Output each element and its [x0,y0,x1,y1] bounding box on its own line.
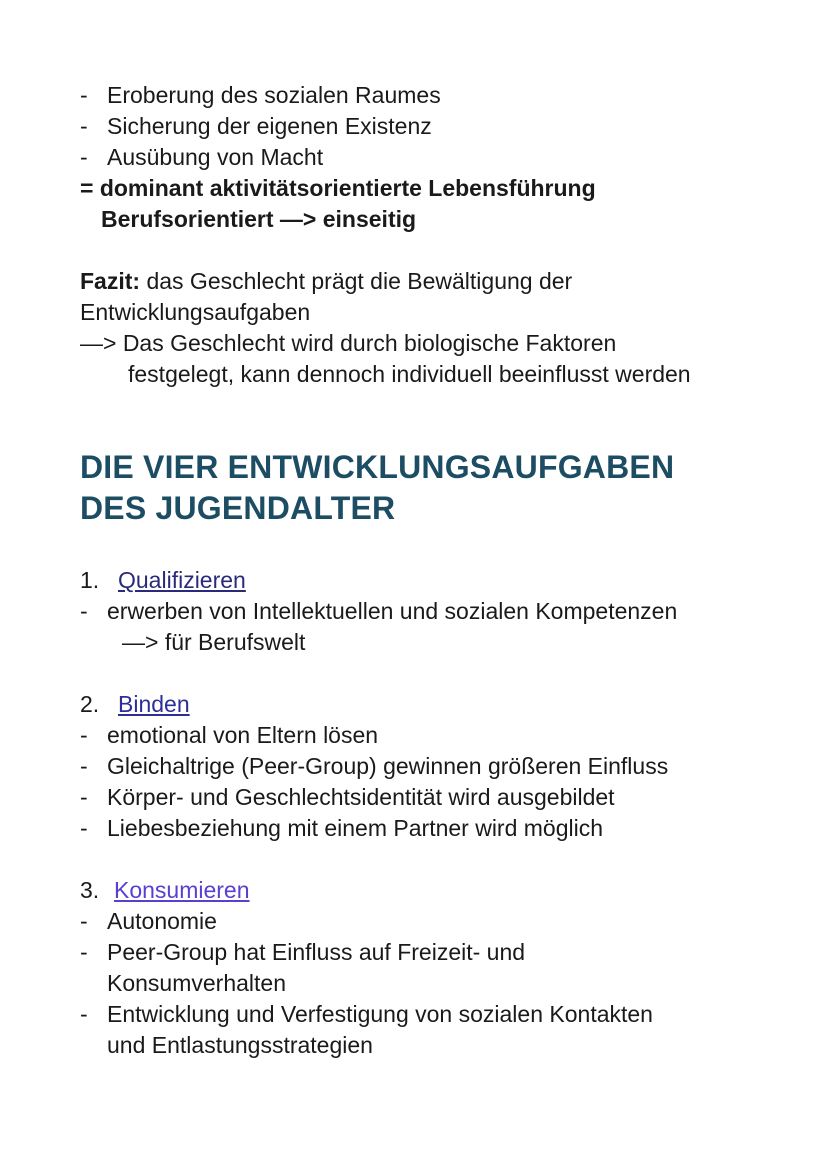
task-qualifizieren [80,565,800,658]
result-line: = dominant aktivitätsorientierte Lebensführung [80,175,596,201]
list-item-text: Gleichaltrige (Peer-Group) gewinnen größeren Einfluss [107,753,669,779]
bullet-dash: - [80,113,88,139]
list-item [80,999,800,1030]
task-title-line [80,875,800,906]
document-page [80,80,800,1061]
list-item-text: emotional von Eltern lösen [107,722,379,748]
list-item-text: Ausübung von Macht [107,144,324,170]
list-item [80,937,800,968]
list-item-text: Eroberung des sozialen Raumes [107,82,441,108]
task-title-line [80,689,800,720]
task-number: 1. [80,567,100,593]
list-item [80,751,800,782]
task-number: 2. [80,691,100,717]
list-item-text: Autonomie [107,908,217,934]
list-item [80,596,800,627]
bullet-dash: - [80,753,88,779]
bullet-dash: - [80,1001,88,1027]
list-item [80,142,800,173]
task-link-qualifizieren[interactable]: Qualifizieren [118,567,246,593]
bullet-dash: - [80,784,88,810]
fazit-label: Fazit: [80,268,141,294]
section-heading: DES JUGENDALTER [80,490,396,526]
list-item-continuation: Konsumverhalten [107,970,286,996]
task-title-line [80,565,800,596]
list-item-text: erwerben von Intellektuellen und sozialen Kompetenzen [107,598,678,624]
section-heading: DIE VIER ENTWICKLUNGSAUFGABEN [80,449,675,485]
fazit-line: Entwicklungsaufgaben [80,299,311,325]
traits-list [80,80,800,235]
list-item [80,906,800,937]
bullet-dash: - [80,82,88,108]
list-item [80,80,800,111]
list-item-text: Sicherung der eigenen Existenz [107,113,432,139]
arrow-line: festgelegt, kann dennoch individuell beeinflusst werden [128,361,691,387]
task-binden [80,689,800,844]
result-line: Berufsorientiert —> einseitig [101,206,417,232]
list-item-text: Entwicklung und Verfestigung von sozialen Kontakten [107,1001,653,1027]
list-item [80,782,800,813]
bullet-dash: - [80,598,88,624]
bullet-dash: - [80,908,88,934]
fazit-line [80,266,800,297]
sub-line: —> für Berufswelt [122,629,306,655]
bullet-dash: - [80,815,88,841]
list-item-text: Liebesbeziehung mit einem Partner wird möglich [107,815,604,841]
list-item [80,111,800,142]
arrow-line: —> Das Geschlecht wird durch biologische Faktoren [80,330,617,356]
fazit-text: das Geschlecht prägt die Bewältigung der [140,268,573,294]
bullet-dash: - [80,144,88,170]
task-link-binden[interactable]: Binden [118,691,190,717]
task-number: 3. [80,877,100,903]
list-item [80,813,800,844]
list-item-text: Peer-Group hat Einfluss auf Freizeit- und [107,939,526,965]
task-konsumieren [80,875,800,1061]
bullet-dash: - [80,939,88,965]
bullet-dash: - [80,722,88,748]
list-item [80,720,800,751]
list-item-continuation: und Entlastungsstrategien [107,1032,373,1058]
list-item-text: Körper- und Geschlechtsidentität wird ausgebildet [107,784,615,810]
fazit-paragraph [80,266,800,390]
task-link-konsumieren[interactable]: Konsumieren [114,877,250,903]
